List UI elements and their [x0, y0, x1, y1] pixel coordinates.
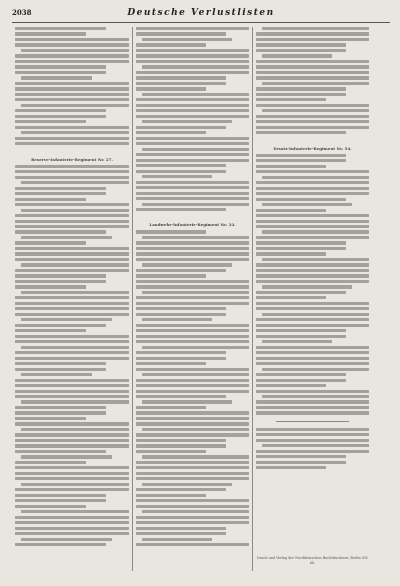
- text-line: [136, 76, 226, 79]
- text-columns: [12, 27, 390, 571]
- text-line: [21, 209, 129, 212]
- text-line: [136, 368, 249, 371]
- text-line: [256, 373, 346, 376]
- text-line: [256, 43, 346, 46]
- text-line: [136, 307, 226, 310]
- text-line: [136, 532, 226, 535]
- text-line: [136, 494, 206, 497]
- text-line: [136, 60, 249, 63]
- text-line: [256, 406, 369, 409]
- text-line: [256, 38, 369, 41]
- column-right-body: [256, 27, 369, 469]
- text-line: [256, 280, 369, 283]
- text-line: [136, 230, 206, 233]
- text-line: [15, 461, 86, 464]
- text-line: [142, 291, 249, 294]
- text-line: [256, 225, 369, 228]
- text-line: [21, 483, 129, 486]
- text-line: [136, 472, 249, 475]
- text-line: [142, 428, 249, 431]
- text-line: [256, 455, 346, 458]
- text-line: [21, 131, 129, 134]
- column-middle: [132, 27, 252, 571]
- text-line: [136, 269, 226, 272]
- text-line: [21, 76, 92, 79]
- text-line: [256, 379, 346, 382]
- text-line: [256, 329, 346, 332]
- text-line: [21, 538, 112, 541]
- text-line: [15, 187, 106, 190]
- text-line: [15, 411, 106, 414]
- text-line: [142, 148, 249, 151]
- text-line: [136, 208, 226, 211]
- text-line: [142, 346, 249, 349]
- text-line: [256, 187, 369, 190]
- text-line: [15, 32, 86, 35]
- text-line: [142, 65, 249, 68]
- text-line: [262, 313, 369, 316]
- text-line: [136, 296, 249, 299]
- text-line: [136, 340, 249, 343]
- text-line: [256, 131, 346, 134]
- text-line: [256, 98, 326, 101]
- text-line: [15, 307, 129, 310]
- text-line: [21, 318, 112, 321]
- text-line: [256, 71, 369, 74]
- text-line: [15, 516, 129, 519]
- running-title: Deutsche Verlustlisten: [127, 8, 275, 18]
- paragraph-gap: [15, 148, 129, 153]
- text-line: [15, 477, 129, 480]
- text-line: [262, 258, 369, 261]
- text-line: [15, 93, 129, 96]
- text-line: [136, 444, 226, 447]
- text-line: [136, 258, 249, 261]
- text-line: [142, 400, 232, 403]
- text-line: [142, 538, 212, 541]
- text-line: [142, 236, 249, 239]
- paragraph-gap: [256, 137, 369, 142]
- text-line: [15, 527, 129, 530]
- text-line: [256, 433, 369, 436]
- text-line: [15, 176, 129, 179]
- text-line: [15, 170, 129, 173]
- text-line: [15, 433, 129, 436]
- text-line: [136, 54, 249, 57]
- text-line: [256, 461, 346, 464]
- text-line: [136, 477, 249, 480]
- text-line: [142, 203, 249, 206]
- text-line: [256, 296, 326, 299]
- text-line: [15, 38, 129, 41]
- text-line: [136, 98, 249, 101]
- text-line: [136, 181, 249, 184]
- text-line: [136, 104, 249, 107]
- text-line: [15, 340, 129, 343]
- text-line: [136, 131, 206, 134]
- text-line: [136, 505, 249, 508]
- text-line: [256, 428, 369, 431]
- text-line: [15, 532, 129, 535]
- text-line: [136, 49, 249, 52]
- text-line: [136, 450, 206, 453]
- text-line: [142, 318, 212, 321]
- text-line: [262, 27, 369, 30]
- text-line: [256, 170, 369, 173]
- text-line: [136, 351, 226, 354]
- text-line: [256, 154, 346, 157]
- text-line: [15, 225, 129, 228]
- text-line: [136, 521, 249, 524]
- text-line: [256, 60, 369, 63]
- text-line: [15, 192, 106, 195]
- text-line: [256, 93, 346, 96]
- section-title: Ersatz-Infanterie-Regiment Nr. 54.: [273, 145, 352, 151]
- text-line: [15, 505, 86, 508]
- text-line: [136, 247, 249, 250]
- text-line: [136, 170, 226, 173]
- text-line: [136, 32, 226, 35]
- text-line: [15, 368, 106, 371]
- text-line: [15, 82, 129, 85]
- text-line: [256, 346, 369, 349]
- text-line: [256, 411, 369, 414]
- text-line: [21, 236, 112, 239]
- text-line: [15, 390, 129, 393]
- text-line: [142, 263, 232, 266]
- text-line: [256, 269, 369, 272]
- text-line: [21, 104, 129, 107]
- text-line: [256, 318, 369, 321]
- text-line: [142, 175, 212, 178]
- text-line: [15, 357, 129, 360]
- text-line: [136, 192, 249, 195]
- text-line: [15, 417, 86, 420]
- text-line: [136, 357, 226, 360]
- text-line: [256, 384, 326, 387]
- text-line: [136, 82, 226, 85]
- text-line: [15, 324, 106, 327]
- text-line: [136, 115, 249, 118]
- divider: [276, 421, 349, 422]
- text-line: [262, 230, 369, 233]
- text-line: [15, 313, 129, 316]
- text-line: [136, 384, 249, 387]
- text-line: [256, 76, 369, 79]
- text-line: [262, 395, 369, 398]
- text-line: [142, 510, 249, 513]
- text-line: [142, 373, 249, 376]
- footer-note: Druck und Verlag der Norddeutschen Buchdruckerei, Berlin SW. 68.: [256, 556, 369, 565]
- text-line: [136, 466, 249, 469]
- text-line: [262, 82, 369, 85]
- text-line: [256, 198, 346, 201]
- text-line: [136, 142, 249, 145]
- text-line: [15, 543, 106, 546]
- text-line: [256, 302, 369, 305]
- text-line: [136, 379, 249, 382]
- text-line: [256, 214, 369, 217]
- text-line: [136, 324, 249, 327]
- text-line: [256, 274, 369, 277]
- text-line: [136, 543, 249, 546]
- text-line: [15, 280, 106, 283]
- text-line: [136, 516, 249, 519]
- text-line: [15, 494, 106, 497]
- text-line: [256, 236, 369, 239]
- text-line: [256, 450, 369, 453]
- text-line: [142, 93, 249, 96]
- text-line: [15, 43, 129, 46]
- text-line: [256, 209, 326, 212]
- text-line: [15, 27, 106, 30]
- text-line: [21, 49, 129, 52]
- text-line: [15, 285, 86, 288]
- text-line: [136, 109, 249, 112]
- text-line: [15, 269, 129, 272]
- text-line: [256, 165, 326, 168]
- text-line: [15, 60, 129, 63]
- text-line: [256, 126, 369, 129]
- text-line: [136, 126, 226, 129]
- text-line: [136, 159, 249, 162]
- text-line: [256, 390, 369, 393]
- text-line: [256, 357, 369, 360]
- text-line: [21, 346, 129, 349]
- text-line: [15, 439, 129, 442]
- text-line: [15, 274, 106, 277]
- text-line: [136, 335, 249, 338]
- text-line: [15, 214, 129, 217]
- text-line: [15, 472, 129, 475]
- text-line: [21, 400, 129, 403]
- text-line: [136, 43, 206, 46]
- text-line: [136, 27, 249, 30]
- text-line: [15, 71, 106, 74]
- text-line: [21, 263, 129, 266]
- text-line: [136, 439, 226, 442]
- text-line: [21, 291, 129, 294]
- text-line: [142, 120, 232, 123]
- text-line: [256, 115, 369, 118]
- section-title: Landwehr-Infanterie-Regiment Nr. 32.: [149, 222, 236, 228]
- text-line: [15, 395, 129, 398]
- section-title: Reserve-Infanterie-Regiment Nr. 27.: [31, 156, 113, 162]
- text-line: [136, 433, 249, 436]
- text-line: [136, 527, 226, 530]
- text-line: [136, 137, 249, 140]
- text-line: [142, 483, 232, 486]
- text-line: [21, 181, 129, 184]
- text-line: [256, 439, 369, 442]
- text-line: [256, 247, 346, 250]
- text-line: [15, 406, 106, 409]
- text-line: [136, 395, 226, 398]
- text-line: [21, 510, 129, 513]
- text-line: [136, 488, 226, 491]
- text-line: [262, 285, 352, 288]
- text-line: [256, 65, 369, 68]
- text-line: [136, 422, 249, 425]
- page-header: [12, 8, 390, 23]
- text-line: [15, 241, 86, 244]
- text-line: [256, 291, 346, 294]
- text-line: [136, 87, 206, 90]
- text-line: [256, 32, 369, 35]
- text-line: [136, 461, 249, 464]
- text-line: [15, 379, 129, 382]
- text-line: [15, 247, 129, 250]
- text-line: [256, 159, 346, 162]
- text-line: [136, 390, 249, 393]
- text-line: [136, 313, 226, 316]
- text-line: [256, 120, 369, 123]
- text-line: [256, 49, 346, 52]
- text-line: [15, 499, 106, 502]
- text-line: [136, 417, 249, 420]
- text-line: [15, 444, 129, 447]
- text-line: [256, 192, 369, 195]
- text-line: [262, 203, 352, 206]
- text-line: [256, 252, 326, 255]
- text-line: [256, 400, 369, 403]
- text-line: [136, 302, 249, 305]
- text-line: [136, 362, 206, 365]
- text-line: [256, 104, 369, 107]
- text-line: [256, 351, 369, 354]
- page-number: 2038: [12, 8, 32, 17]
- text-line: [256, 241, 346, 244]
- text-line: [256, 307, 369, 310]
- text-line: [15, 466, 129, 469]
- text-line: [15, 258, 129, 261]
- text-line: [136, 241, 249, 244]
- text-line: [262, 54, 332, 57]
- text-line: [21, 428, 129, 431]
- text-line: [256, 466, 326, 469]
- text-line: [136, 280, 249, 283]
- text-line: [256, 324, 369, 327]
- text-line: [15, 450, 106, 453]
- text-line: [136, 186, 249, 189]
- text-line: [15, 165, 129, 168]
- text-line: [15, 98, 129, 101]
- text-line: [15, 126, 129, 129]
- text-line: [15, 488, 129, 491]
- text-line: [15, 252, 129, 255]
- text-line: [15, 422, 129, 425]
- text-line: [256, 263, 369, 266]
- text-line: [15, 302, 129, 305]
- text-line: [15, 220, 129, 223]
- text-line: [15, 142, 129, 145]
- text-line: [15, 109, 106, 112]
- text-line: [136, 411, 249, 414]
- text-line: [136, 285, 249, 288]
- text-line: [142, 455, 249, 458]
- text-line: [15, 120, 86, 123]
- text-line: [256, 335, 346, 338]
- text-line: [15, 54, 129, 57]
- text-line: [136, 71, 249, 74]
- text-line: [262, 340, 332, 343]
- text-line: [136, 499, 249, 502]
- text-line: [15, 384, 129, 387]
- text-line: [262, 176, 369, 179]
- text-line: [15, 137, 129, 140]
- text-line: [256, 87, 346, 90]
- text-line: [15, 230, 106, 233]
- text-line: [15, 296, 129, 299]
- text-line: [15, 115, 106, 118]
- text-line: [256, 362, 369, 365]
- text-line: [21, 373, 92, 376]
- paragraph-gap: [136, 213, 249, 218]
- text-line: [15, 198, 86, 201]
- text-line: [262, 368, 369, 371]
- text-line: [136, 252, 249, 255]
- text-line: [136, 406, 206, 409]
- text-line: [136, 153, 249, 156]
- text-line: [15, 362, 106, 365]
- text-line: [15, 329, 86, 332]
- text-line: [262, 109, 369, 112]
- text-line: [256, 220, 369, 223]
- text-line: [142, 38, 232, 41]
- text-line: [262, 444, 369, 447]
- text-line: [15, 87, 129, 90]
- text-line: [136, 329, 249, 332]
- text-line: [15, 521, 129, 524]
- text-line: [21, 455, 112, 458]
- text-line: [15, 351, 129, 354]
- text-line: [136, 274, 206, 277]
- text-line: [256, 181, 369, 184]
- text-line: [15, 65, 106, 68]
- text-line: [15, 335, 129, 338]
- column-right: [252, 27, 372, 571]
- column-left: [12, 27, 132, 571]
- text-line: [136, 164, 226, 167]
- text-line: [15, 203, 129, 206]
- text-line: [136, 197, 249, 200]
